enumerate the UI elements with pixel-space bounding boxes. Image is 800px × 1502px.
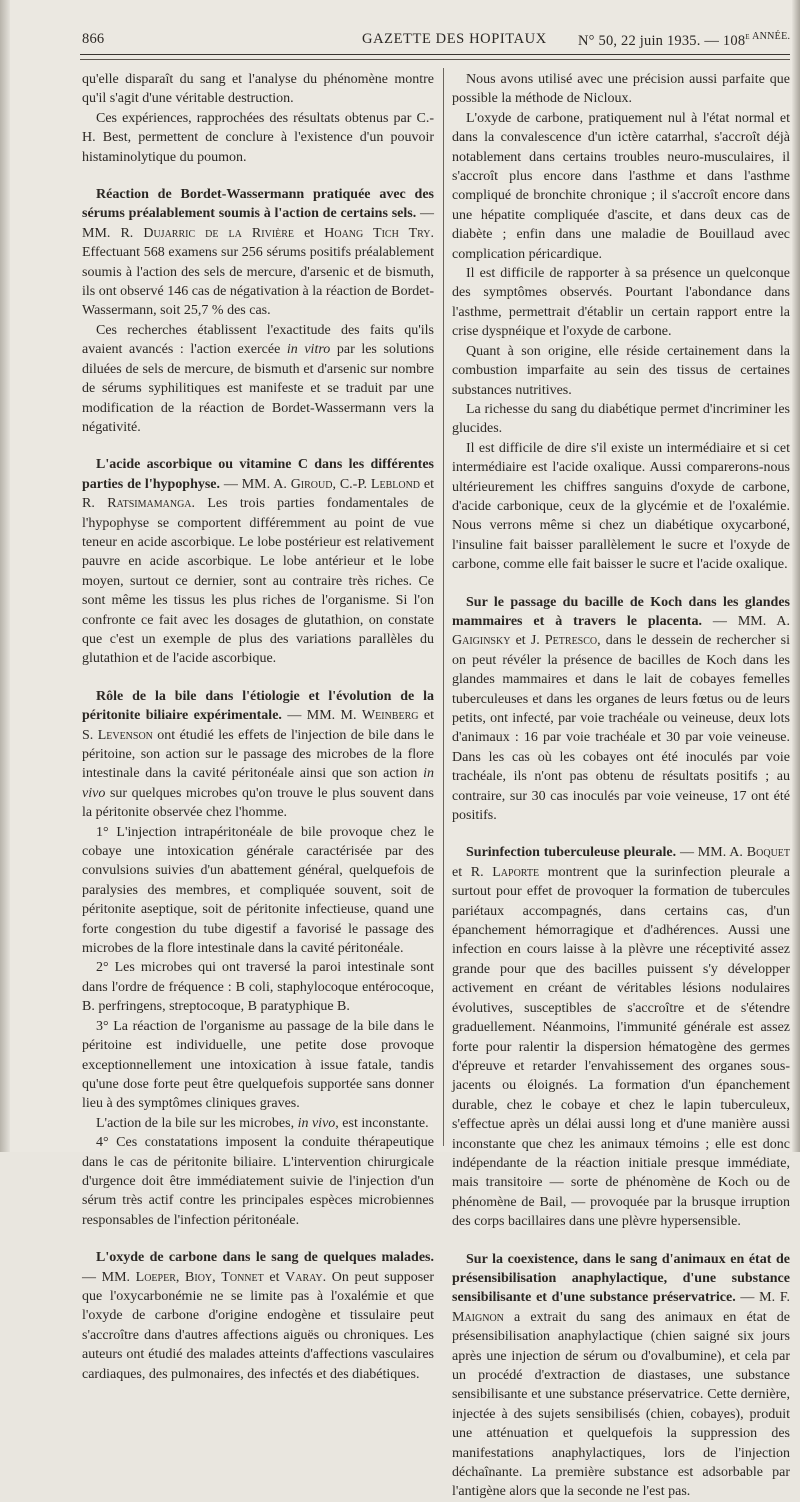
issue-date: N° 50, 22 juin 1935. — 108 xyxy=(578,32,746,49)
author-name: Hoang Tich Try xyxy=(324,225,431,241)
body-text: L'action de la bile sur les microbes, xyxy=(96,1115,298,1131)
body-text: L'oxyde de carbone, pratiquement nul à l'état normal et dans la convalescence d'un ictère catarrhal, s'accroît déjà notablement dans certains troubles neuro-musculaires, il s'accroît plus encore dans l'asthme et dans l'asthme compliqué de bronchite chronique ; il s'accroît encore dans une hépatite compliquée d'ascite, et dans deux cas de diabète ; enfin dans une maladie de Bouillaud avec complication péricardique. xyxy=(452,110,790,262)
page-number: 866 xyxy=(82,31,105,47)
body-text: , xyxy=(175,1269,186,1285)
body-text: — MM. A. xyxy=(220,476,291,492)
body-text: sur quelques microbes qu'on trouve le plus souvent dans la péritonite observée chez l'homme. xyxy=(82,785,434,821)
body-text: — MM. xyxy=(82,1269,136,1285)
column-divider xyxy=(443,68,444,1146)
italic-term: in vitro xyxy=(286,342,331,358)
article-paragraph-heading xyxy=(82,687,434,823)
body-text: 2° Les microbes qui ont traversé la paroi intestinale sont dans l'ordre de fréquence : B coli, staphylocoque entérocoque, B. perfringens, streptocoque, B paratyphique B. xyxy=(82,960,434,1015)
author-name: Tonnet xyxy=(221,1269,264,1285)
article-paragraph-heading xyxy=(452,593,790,826)
body-text: — MM. R. xyxy=(82,206,435,241)
author-name: Loeper xyxy=(135,1269,176,1285)
body-text: — M. F. xyxy=(735,1290,790,1306)
body-text: Ces expériences, rapprochées des résultats obtenus par C.-H. Best, permettent de conclure à l'existence d'un pouvoir histaminolytique du poumon. xyxy=(82,110,434,165)
body-text: et R. xyxy=(82,476,434,512)
body-text: , est inconstante. xyxy=(335,1115,429,1131)
body-text: ont étudié les effets de l'injection de bile dans le péritoine, son action sur le passage des microbes de la flore intestinale dans la cavité péritonéale ainsi que son action xyxy=(82,727,434,782)
body-text: , dans le dessein de rechercher si on peut révéler la présence de bacilles de Koch dans les glandes mammaires et dans le lait de cobayes femelles tuberculeuses et dans les organes de leurs fœtus ou de leurs petits, ont infecté, par voie trachéale ou veineuse, deux lots d'animaux : 16 par voie trachéale et 30 par voie veineuse. Dans les cas où les cobayes ont été inoculés par voie trachéale, ils n'ont pas obtenu de résultats positifs ; au contraire, sur 30 cas inoculés par voie veineuse, 17 ont été positifs. xyxy=(452,633,790,824)
header-rule xyxy=(80,54,790,55)
body-text: et S. xyxy=(82,708,434,743)
body-text: , C.-P. xyxy=(332,476,371,492)
right-column xyxy=(452,70,790,1502)
article-paragraph xyxy=(452,342,790,400)
issue-info xyxy=(578,31,790,50)
article-paragraph xyxy=(452,70,790,109)
author-name: Ratsimamanga xyxy=(107,496,192,512)
body-text: 1° L'injection intrapéritonéale de bile provoque chez le cobaye une intoxication générale caractérisée par des convulsions suivies d'un abattement général, quelquefois de paralysies des membres, et compliquée souvent, soit de péritonite aseptique, soit de péritonite infectieuse, quand une forte congestion du tube digestif a favorisé le passage des microbes de la flore intestinale dans la cavité péritonéale. xyxy=(82,824,434,957)
section-heading: Sur le passage du bacille de Koch dans les glandes mammaires et à travers le placenta. xyxy=(452,594,790,629)
body-text: et R. xyxy=(452,864,493,880)
article-paragraph-heading xyxy=(452,843,790,1231)
article-paragraph xyxy=(452,109,790,264)
article-paragraph xyxy=(82,1017,434,1114)
page-edge-left xyxy=(0,0,10,1152)
issue-year-suffix: e ANNÉE. xyxy=(745,31,791,42)
author-name: Boquet xyxy=(746,845,791,861)
body-text: et xyxy=(263,1269,286,1285)
author-name: Petresco xyxy=(544,633,598,649)
body-text: . On peut supposer que l'oxycarbonémie ne se limite pas à l'oxalémie et que l'oxyde de carbone d'origine endogène et tissulaire peut s'accroître dans d'autres affections aiguës ou chroniques. Les auteurs ont étudié des malades atteints d'affections vasculaires cardiaques, des pulmonaires, des infectés et des diabétiques. xyxy=(82,1269,435,1382)
header-rule-thin xyxy=(80,59,790,60)
author-name: Bioy xyxy=(185,1269,213,1285)
article-paragraph xyxy=(82,321,434,437)
author-name: Laporte xyxy=(492,864,540,880)
body-text: et J. xyxy=(510,633,545,649)
article-paragraph xyxy=(82,70,434,109)
page-edge-right xyxy=(792,0,800,1152)
body-text: Nous avons utilisé avec une précision aussi parfaite que possible la méthode de Nicloux. xyxy=(452,72,790,107)
body-text: 4° Ces constatations imposent la conduite thérapeutique dans le cas de péritonite biliaire. L'intervention chirurgicale d'urgence doit être immédiatement suivie de l'injection d'un sérum très actif contre les principales espèces microbiennes responsables de l'infection péritonéale. xyxy=(82,1135,434,1228)
body-text: — MM. A. xyxy=(676,845,747,861)
body-text: Quant à son origine, elle réside certainement dans la combustion imparfaite au sein des tissus de certaines substances nutritives. xyxy=(452,343,790,398)
article-paragraph-heading xyxy=(82,455,434,668)
italic-term: in vivo xyxy=(82,766,434,801)
author-name: Maignon xyxy=(452,1309,504,1325)
body-text: 3° La réaction de l'organisme au passage de la bile dans le péritoine est individuelle, une petite dose provoque exceptionnellement une intoxication à issue fatale, tandis qu'une dose forte peut être quelquefois supportée sans donner lieu à des symptômes cliniques graves. xyxy=(82,1018,434,1112)
body-text: et xyxy=(294,225,325,241)
section-heading: Surinfection tuberculeuse pleurale. xyxy=(466,845,677,861)
page-header xyxy=(62,28,791,52)
body-text: . Effectuant 568 examens sur 256 sérums positifs préalablement soumis à l'action des sels de mercure, d'arsenic et de bismuth, ils ont observé 146 cas de négativation à la réaction de Bordet-Wassermann, soit 25,7 % des cas. xyxy=(82,225,435,319)
article-paragraph xyxy=(82,1133,434,1230)
article-paragraph xyxy=(82,958,434,1016)
body-text: Ces recherches établissent l'exactitude des faits qu'ils avaient avancés : l'action exercée xyxy=(82,322,434,358)
author-name: Giroud xyxy=(290,476,333,492)
article-paragraph-heading xyxy=(452,1250,790,1502)
article-paragraph xyxy=(82,823,434,959)
body-text: Il est difficile de dire s'il existe un intermédiaire et si cet intermédiaire est l'acide oxalique. Aussi comparerons-nous ultérieurement les chiffres sanguins d'oxyde de carbone, d'acide carbonique, ceux de la glycémie et de l'oxalémie. Nous verrons même si chez un diabétique oxycarboné, l'insuline fait baisser parallèlement le sucre et l'oxyde de carbone, comme elle fait baisser le sucre et l'acide oxalique. xyxy=(452,440,790,573)
body-text: — MM. M. xyxy=(281,708,362,724)
body-text: Il est difficile de rapporter à sa présence un quelconque des symptômes observés. Pourtant l'abondance dans l'asthme, permettrait d'établir un certain rapport entre la crise dyspnéique et l'oxyde de carbone. xyxy=(452,266,790,340)
body-text: montrent que la surinfection pleurale a surtout pour effet de provoquer la formation de tubercules pariétaux accompagnés, dans certains cas, d'un épanchement hémorragique et d'adhérences. Aussi une infection en cours laisse à la plèvre une réceptivité assez grande pour que des bacilles puissent s'y développer activement en créant de véritables lésions nodulaires évolutives, susceptibles de s'accroître et de s'étendre graduellement. Néanmoins, l'immunité générale est assez forte pour ralentir la dispersion hématogène des germes d'épreuve et retarder l'envahissement des organes sous-jacents ou éloignés. La formation d'un épanchement durable, chez le cobaye et chez le lapin tuberculeux, s'effectue après un délai aussi long et d'une manière aussi inconstante que chez les animaux témoins ; elle est donc indépendante de la réaction initiale presque immédiate, mais transitoire — sorte de phénomène de Koch ou de phénomène de Bail, — provoquée par la brusque irruption des corps bacillaires dans une plèvre hypersensible. xyxy=(452,864,790,1230)
section-heading: L'acide ascorbique ou vitamine C dans les différentes parties de l'hypophyse. xyxy=(82,457,434,492)
article-paragraph xyxy=(452,439,790,575)
author-name: Levenson xyxy=(97,727,153,743)
section-heading: Réaction de Bordet-Wassermann pratiquée avec des sérums préalablement soumis à l'action de certains sels. xyxy=(82,187,434,222)
article-paragraph xyxy=(82,109,434,167)
body-text: — MM. A. xyxy=(701,613,790,629)
article-paragraph-heading xyxy=(82,185,434,321)
body-text: par les solutions diluées de sels de mercure, de bismuth et d'arsenic sur nombre de sérums syphilitiques est manifeste et se traduit par une modification de la réaction de Bordet-Wassermann vers la négativité. xyxy=(82,342,435,435)
author-name: Leblond xyxy=(370,476,421,492)
article-paragraph xyxy=(452,264,790,342)
article-paragraph-heading xyxy=(82,1248,434,1384)
body-text: qu'elle disparaît du sang et l'analyse du phénomène montre qu'il s'agit d'une véritable destruction. xyxy=(82,72,434,107)
body-text: a extrait du sang des animaux en état de présensibilisation anaphylactique (chien saigné six jours après une injection de sérum ou d'ovalbumine), et cela par un procédé d'extraction de diastases, une substance sensibilisante et une substance préservatrice. Cette dernière, injectée à des sujets sensibilisés (chien, cobayes), produit une atténuation et quelquefois la suppression des manifestations anaphylactiques, lors de l'injection déchaînante. La première substance est adsorbable par l'antigène alors que la seconde ne l'est pas. xyxy=(452,1309,790,1500)
body-text: La richesse du sang du diabétique permet d'incriminer les glucides. xyxy=(452,401,790,437)
section-heading: L'oxyde de carbone dans le sang de quelques malades. xyxy=(96,1250,434,1266)
author-name: Gaiginsky xyxy=(452,633,511,649)
italic-term: in vivo xyxy=(297,1115,336,1131)
body-text: . Les trois parties fondamentales de l'hypophyse se comportent différemment au point de vue teneur en acide ascorbique. Le lobe postérieur est relativement pauvre en acide ascorbique. Le lobe antérieur et le lobe moyen, surtout ce dernier, sont au contraire très riches. Ce sont même les tissus les plus riches de l'organisme. Si l'on confronte ce fait avec les dosages de glutathion, on constate que c'est un exemple de plus des variations parallèles du glutathion et de l'acide ascorbique. xyxy=(82,496,434,667)
author-name: Dujarric de la Rivière xyxy=(143,225,295,241)
journal-title: GAZETTE DES HOPITAUX xyxy=(362,31,547,47)
body-text: , xyxy=(212,1269,222,1285)
left-column xyxy=(82,70,434,1384)
article-paragraph xyxy=(452,400,790,439)
section-heading: Rôle de la bile dans l'étiologie et l'évolution de la péritonite biliaire expérimentale. xyxy=(82,688,434,724)
author-name: Weinberg xyxy=(361,708,419,724)
author-name: Varay xyxy=(285,1269,323,1285)
article-paragraph xyxy=(82,1114,434,1133)
section-heading: Sur la coexistence, dans le sang d'animaux en état de présensibilisation anaphylactique, d'une substance sensibilisante et d'une substance préservatrice. xyxy=(452,1251,790,1306)
